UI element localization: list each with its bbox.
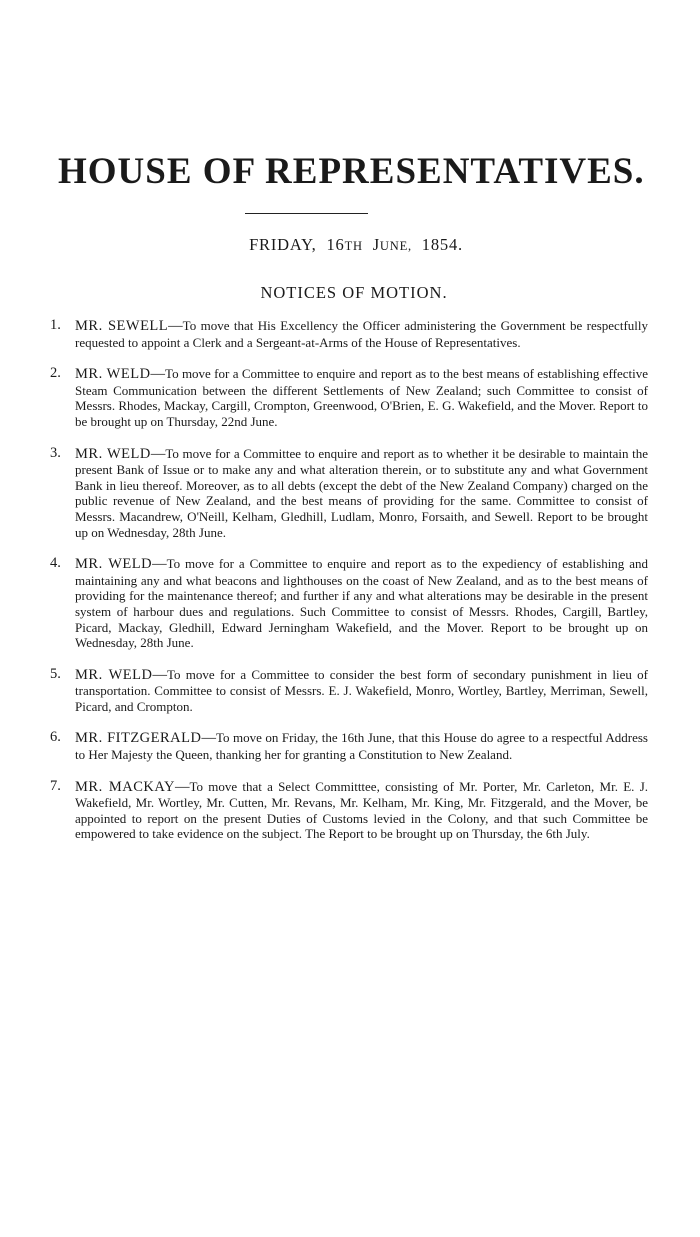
motion-item <box>50 730 648 762</box>
title-divider <box>245 213 368 214</box>
motion-number: 2. <box>50 365 61 382</box>
motion-dash: — <box>152 556 167 573</box>
motion-number: 1. <box>50 317 61 333</box>
motion-text: To move for a Committee to enquire and report as to whether it be desirable to maintain the present Bank of Issue or to make any and what alteration therein, or to substitute any and what Government Bank in lieu thereof. Moreover, as to all debts (except the debt of the New Zealand Company) charged on the public revenue of New Zealand, and the best means of providing for the same. Committee to consist of Messrs. Macandrew, O'Neill, Kelham, Gledhill, Ludlam, Monro, Forsaith, and Sewell. Report to be brought up on Wednesday, 28th June. <box>75 445 648 540</box>
motion-item <box>50 318 648 350</box>
motion-dash: — <box>201 730 216 747</box>
date-day: FRIDAY, <box>249 235 317 254</box>
motion-dash: — <box>150 445 166 462</box>
date-ordinal-num: 16 <box>326 235 345 254</box>
motion-number: 4. <box>50 555 61 572</box>
motion-number: 7. <box>50 777 61 794</box>
motion-item <box>50 366 648 429</box>
motion-mover: MR. SEWELL <box>75 318 169 334</box>
motion-text: To move that a Select Committtee, consisting of Mr. Porter, Mr. Carleton, Mr. E. J. Wakefield, Mr. Wortley, Mr. Cutten, Mr. Revans, Mr. Kelham, Mr. King, Mr. Fitzgerald, and the Mover, be appointed to report on the present Duties of Customs levied in the Colony, and that such Committee be empowered to take evidence on the subject. The Report to be brought up on Thursday, the 6th July. <box>75 778 649 842</box>
session-date <box>0 235 700 255</box>
motion-item <box>50 556 648 651</box>
motion-text: To move for a Committee to consider the best form of secondary punishment in lieu of transportation. Committee to consist of Messrs. E. J. Wakefield, Monro, Wortley, Bartley, Merriman, Sewell, Picard, and Crompton. <box>75 666 648 714</box>
motion-mover: MR. WELD <box>75 556 153 573</box>
motion-mover: MR. WELD <box>75 445 151 462</box>
motion-mover: MR. FITZGERALD <box>75 730 202 747</box>
page-title: HOUSE OF REPRESENTATIVES. <box>58 151 645 192</box>
motion-text: To move that His Excellency the Officer administering the Government be respectfully requested to appoint a Clerk and a Sergeant-at-Arms of the House of Representatives. <box>75 318 648 350</box>
motion-text: To move for a Committee to enquire and report as to the expediency of establishing and maintaining any and what beacons and lighthouses on the coast of New Zealand, and as to the best means of providing for the maintenance thereof; and further if any and what alterations may be desirable in the present system of harbour dues and regulations. Such Committee to consist of Messrs. Rhodes, Cargill, Bartley, Picard, Mackay, Gledhill, Edward Jerningham Wakefield, and the Mover. Report to be brought up on Wednesday, 28th June. <box>75 556 648 651</box>
motion-item <box>50 779 648 842</box>
motion-number: 6. <box>50 729 61 746</box>
motion-number: 5. <box>50 665 61 682</box>
motion-text: To move for a Committee to enquire and report as to the best means of establishing effective Steam Communication between the different Settlements of New Zealand; such Committee to consist of Messrs. Rhodes, Mackay, Cargill, Crompton, Greenwood, O'Brien, E. G. Wakefield, and the Mover. Report to be brought up on Thursday, 22nd June. <box>75 366 648 429</box>
motions-list <box>50 318 648 858</box>
motion-number: 3. <box>50 444 61 461</box>
motion-item <box>50 667 648 715</box>
date-month-rest: UNE, <box>379 239 412 253</box>
motion-dash: — <box>150 366 166 383</box>
motion-mover: MR. MACKAY <box>75 778 175 795</box>
motion-mover: MR. WELD <box>75 666 153 683</box>
date-ordinal-suffix: TH <box>344 239 363 253</box>
date-year: 1854. <box>421 235 463 254</box>
motion-dash: — <box>152 666 167 683</box>
motion-text: To move on Friday, the 16th June, that this House do agree to a respectful Address to Her Majesty the Queen, thanking her for granting a Constitution to New Zealand. <box>75 730 648 763</box>
motion-mover: MR. WELD <box>75 366 151 383</box>
motion-dash: — <box>168 318 183 334</box>
motion-item <box>50 446 648 541</box>
section-heading: NOTICES OF MOTION. <box>260 283 448 302</box>
date-month-initial: J <box>372 235 380 254</box>
motion-dash: — <box>174 778 190 795</box>
